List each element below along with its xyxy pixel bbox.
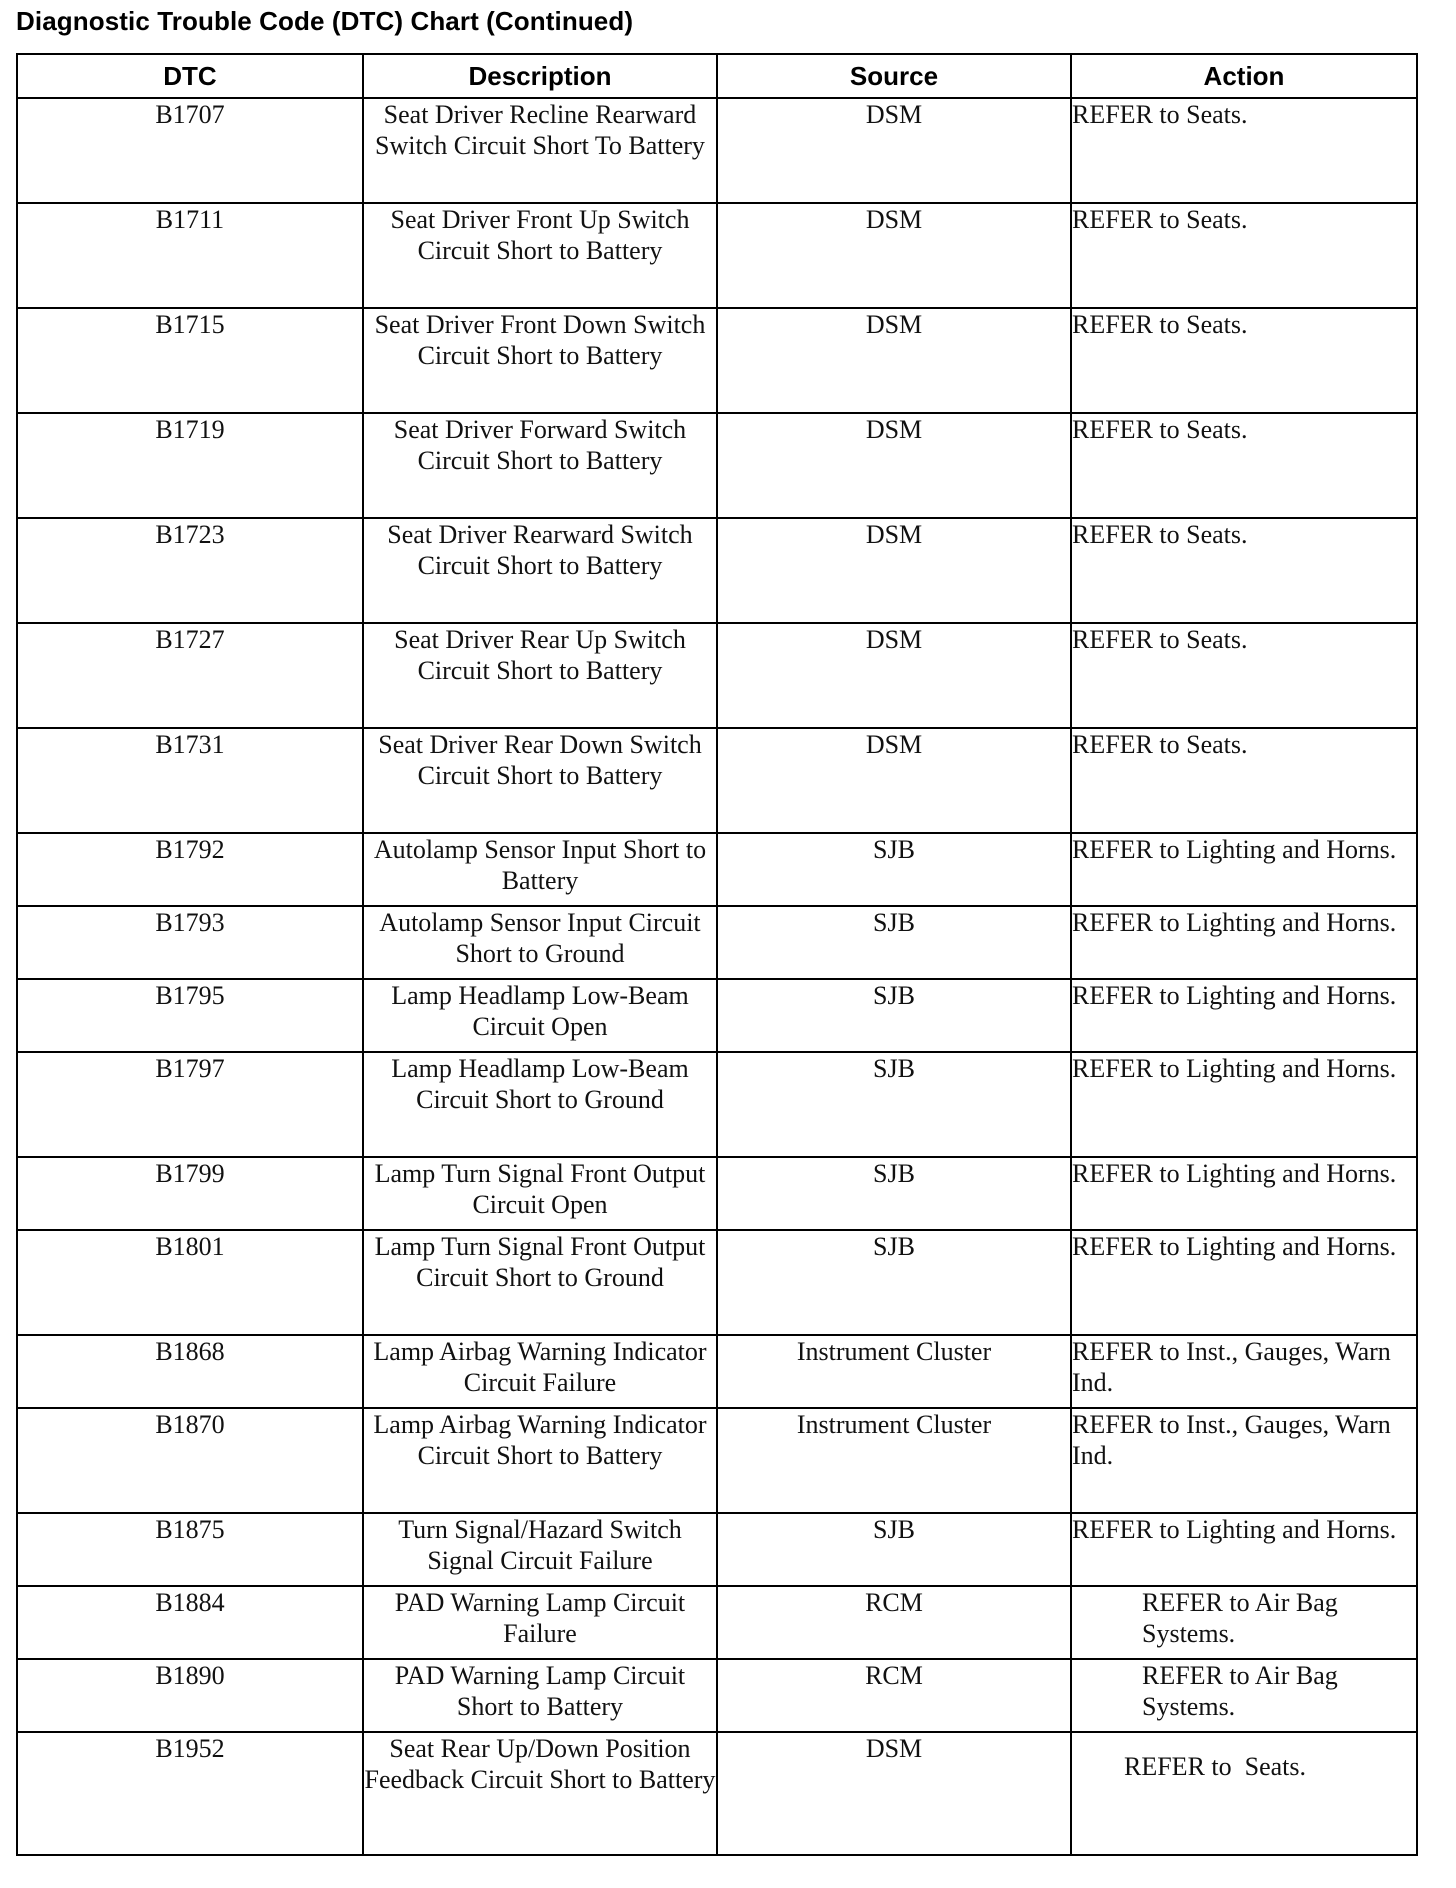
dtc-description: Lamp Turn Signal Front Output Circuit Short to Ground: [363, 1230, 717, 1335]
dtc-description: PAD Warning Lamp Circuit Failure: [363, 1586, 717, 1659]
dtc-code: B1884: [17, 1586, 363, 1659]
dtc-action: REFER to Lighting and Horns.: [1071, 1157, 1417, 1230]
dtc-action: REFER to Seats.: [1071, 1732, 1417, 1855]
table-row: [17, 1659, 1417, 1732]
dtc-source: RCM: [717, 1659, 1071, 1732]
header-source: Source: [717, 54, 1071, 98]
table-header-row: [17, 54, 1417, 98]
dtc-description: Seat Driver Front Down Switch Circuit Short to Battery: [363, 308, 717, 413]
dtc-action: REFER to Seats.: [1071, 203, 1417, 308]
dtc-action: REFER to Seats.: [1071, 623, 1417, 728]
dtc-code: B1795: [17, 979, 363, 1052]
dtc-description: Autolamp Sensor Input Circuit Short to Ground: [363, 906, 717, 979]
dtc-action: REFER to Air Bag Systems.: [1071, 1586, 1417, 1659]
table-row: [17, 906, 1417, 979]
dtc-source: DSM: [717, 518, 1071, 623]
dtc-source: SJB: [717, 833, 1071, 906]
dtc-code: B1952: [17, 1732, 363, 1855]
dtc-source: RCM: [717, 1586, 1071, 1659]
dtc-source: DSM: [717, 308, 1071, 413]
table-row: [17, 203, 1417, 308]
dtc-code: B1799: [17, 1157, 363, 1230]
dtc-description: Seat Driver Recline Rearward Switch Circuit Short To Battery: [363, 98, 717, 203]
table-row: [17, 1157, 1417, 1230]
dtc-source: DSM: [717, 623, 1071, 728]
header-action: Action: [1071, 54, 1417, 98]
dtc-description: Lamp Headlamp Low-Beam Circuit Open: [363, 979, 717, 1052]
dtc-source: DSM: [717, 203, 1071, 308]
dtc-description: Lamp Headlamp Low-Beam Circuit Short to Ground: [363, 1052, 717, 1157]
dtc-source: DSM: [717, 1732, 1071, 1855]
dtc-action: REFER to Lighting and Horns.: [1071, 906, 1417, 979]
dtc-code: B1707: [17, 98, 363, 203]
dtc-code: B1792: [17, 833, 363, 906]
dtc-description: Lamp Airbag Warning Indicator Circuit Failure: [363, 1335, 717, 1408]
table-row: [17, 1586, 1417, 1659]
dtc-action: REFER to Inst., Gauges, Warn Ind.: [1071, 1335, 1417, 1408]
dtc-action: REFER to Lighting and Horns.: [1071, 1230, 1417, 1335]
table-row: [17, 728, 1417, 833]
dtc-action: REFER to Seats.: [1071, 98, 1417, 203]
table-row: [17, 1408, 1417, 1513]
table-row: [17, 1513, 1417, 1586]
table-row: [17, 1230, 1417, 1335]
dtc-action: REFER to Seats.: [1071, 728, 1417, 833]
dtc-code: B1797: [17, 1052, 363, 1157]
table-row: [17, 1052, 1417, 1157]
dtc-description: Seat Driver Front Up Switch Circuit Short to Battery: [363, 203, 717, 308]
dtc-action: REFER to Inst., Gauges, Warn Ind.: [1071, 1408, 1417, 1513]
dtc-code: B1868: [17, 1335, 363, 1408]
table-row: [17, 518, 1417, 623]
dtc-action: REFER to Seats.: [1071, 413, 1417, 518]
dtc-source: DSM: [717, 728, 1071, 833]
dtc-code: B1723: [17, 518, 363, 623]
table-row: [17, 623, 1417, 728]
table-row: [17, 98, 1417, 203]
dtc-source: DSM: [717, 98, 1071, 203]
dtc-source: SJB: [717, 1157, 1071, 1230]
dtc-action: REFER to Seats.: [1071, 308, 1417, 413]
dtc-action: REFER to Air Bag Systems.: [1071, 1659, 1417, 1732]
dtc-code: B1870: [17, 1408, 363, 1513]
dtc-code: B1731: [17, 728, 363, 833]
table-row: [17, 1732, 1417, 1855]
table-row: [17, 1335, 1417, 1408]
dtc-description: Lamp Airbag Warning Indicator Circuit Short to Battery: [363, 1408, 717, 1513]
dtc-code: B1711: [17, 203, 363, 308]
dtc-description: Lamp Turn Signal Front Output Circuit Open: [363, 1157, 717, 1230]
dtc-action: REFER to Seats.: [1071, 518, 1417, 623]
dtc-code: B1801: [17, 1230, 363, 1335]
dtc-action: REFER to Lighting and Horns.: [1071, 1513, 1417, 1586]
dtc-description: Turn Signal/Hazard Switch Signal Circuit Failure: [363, 1513, 717, 1586]
dtc-source: SJB: [717, 1230, 1071, 1335]
dtc-description: Seat Driver Forward Switch Circuit Short to Battery: [363, 413, 717, 518]
dtc-action: REFER to Lighting and Horns.: [1071, 1052, 1417, 1157]
dtc-description: Seat Driver Rearward Switch Circuit Short to Battery: [363, 518, 717, 623]
dtc-code: B1719: [17, 413, 363, 518]
table-row: [17, 833, 1417, 906]
page-title: Diagnostic Trouble Code (DTC) Chart (Continued): [16, 6, 634, 36]
dtc-description: Autolamp Sensor Input Short to Battery: [363, 833, 717, 906]
dtc-code: B1875: [17, 1513, 363, 1586]
dtc-action: REFER to Lighting and Horns.: [1071, 833, 1417, 906]
dtc-source: SJB: [717, 1052, 1071, 1157]
dtc-source: DSM: [717, 413, 1071, 518]
header-dtc: DTC: [17, 54, 363, 98]
dtc-source: SJB: [717, 1513, 1071, 1586]
dtc-source: Instrument Cluster: [717, 1335, 1071, 1408]
dtc-description: Seat Driver Rear Up Switch Circuit Short to Battery: [363, 623, 717, 728]
dtc-code: B1715: [17, 308, 363, 413]
dtc-description: Seat Driver Rear Down Switch Circuit Short to Battery: [363, 728, 717, 833]
dtc-description: PAD Warning Lamp Circuit Short to Battery: [363, 1659, 717, 1732]
dtc-source: SJB: [717, 979, 1071, 1052]
table-row: [17, 979, 1417, 1052]
dtc-code: B1793: [17, 906, 363, 979]
dtc-code: B1727: [17, 623, 363, 728]
dtc-table: [16, 53, 1418, 1856]
dtc-code: B1890: [17, 1659, 363, 1732]
dtc-description: Seat Rear Up/Down Position Feedback Circuit Short to Battery: [363, 1732, 717, 1855]
dtc-action: REFER to Lighting and Horns.: [1071, 979, 1417, 1052]
dtc-source: SJB: [717, 906, 1071, 979]
table-row: [17, 413, 1417, 518]
table-row: [17, 308, 1417, 413]
dtc-source: Instrument Cluster: [717, 1408, 1071, 1513]
header-description: Description: [363, 54, 717, 98]
